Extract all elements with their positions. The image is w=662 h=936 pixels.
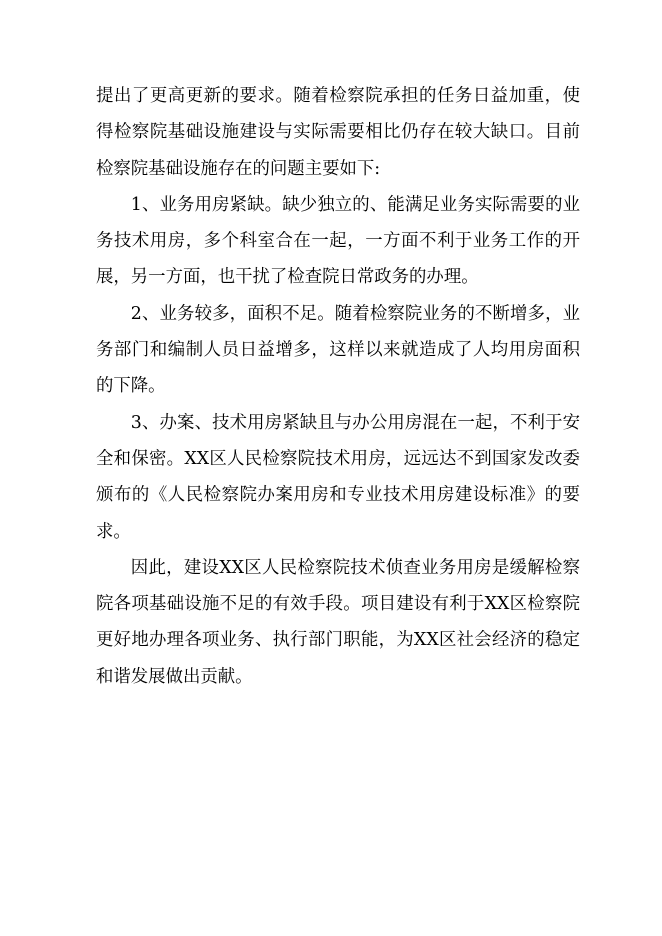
paragraph-item-3: 3、办案、技术用房紧缺且与办公用房混在一起，不利于安全和保密。XX区人民检察院技术用房，远远达不到国家发改委颁布的《人民检察院办案用房和专业技术用房建设标准》的要求。 bbox=[96, 412, 580, 542]
paragraph-continuation: 提出了更高更新的要求。随着检察院承担的任务日益加重，使得检察院基础设施建设与实际需要相比仍存在较大缺口。目前检察院基础设施存在的问题主要如下: bbox=[96, 86, 580, 179]
paragraph-conclusion: 因此，建设XX区人民检察院技术侦查业务用房是缓解检察院各项基础设施不足的有效手段。项目建设有利于XX区检察院更好地办理各项业务、执行部门职能，为XX区社会经济的稳定和谐发展做出贡献。 bbox=[96, 557, 580, 687]
paragraph-item-2: 2、业务较多，面积不足。随着检察院业务的不断增多，业务部门和编制人员日益增多，这样以来就造成了人均用房面积的下降。 bbox=[96, 303, 580, 397]
document-body bbox=[96, 78, 580, 695]
paragraph-item-1: 1、业务用房紧缺。缺少独立的、能满足业务实际需要的业务技术用房，多个科室合在一起，一方面不利于业务工作的开展，另一方面，也干扰了检查院日常政务的办理。 bbox=[96, 194, 580, 288]
